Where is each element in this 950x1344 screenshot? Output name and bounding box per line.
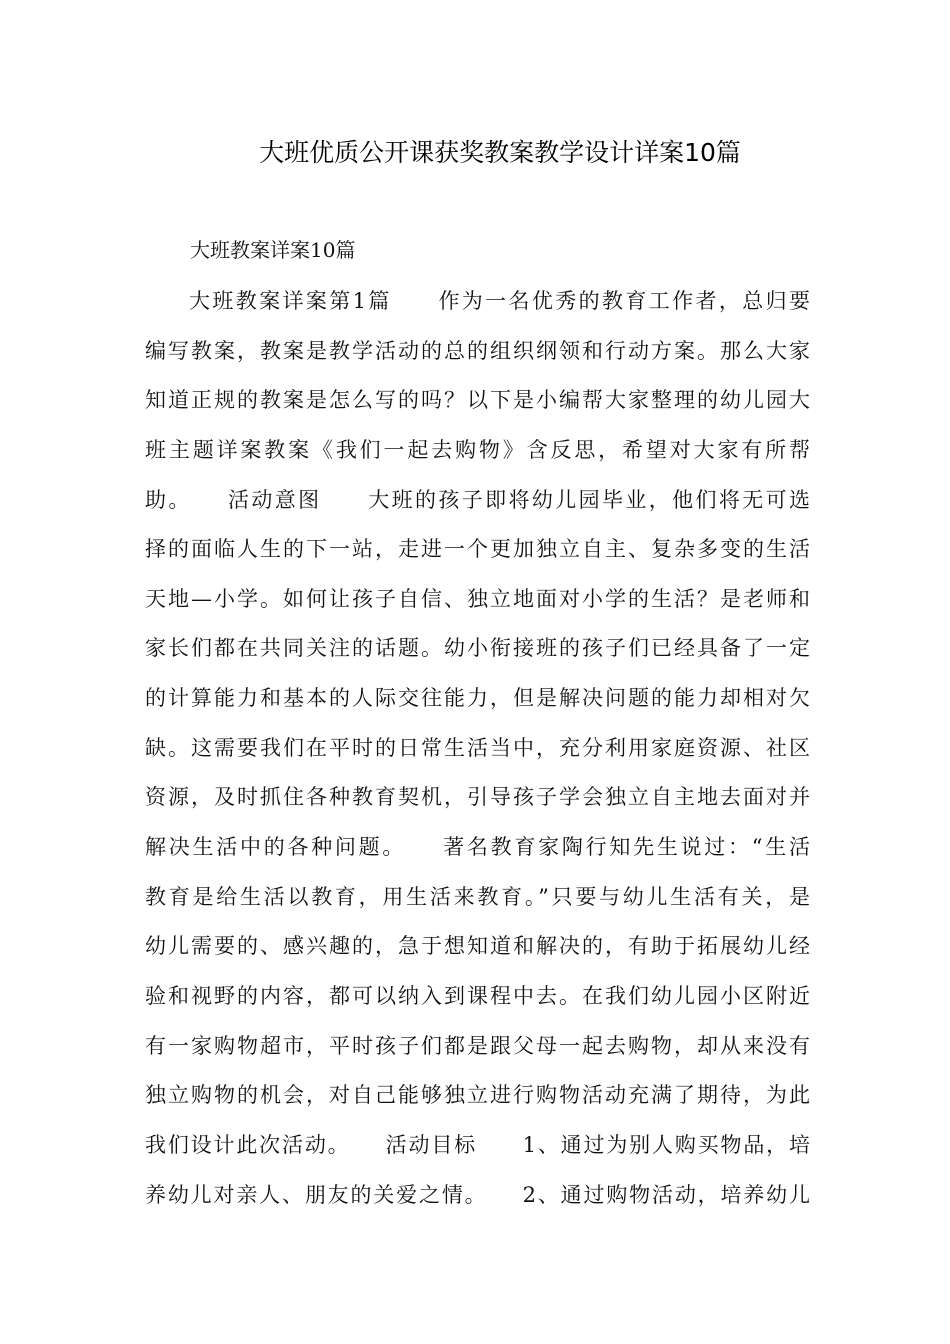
text-line: 养幼儿对亲人、朋友的关爱之情。 2、通过购物活动，培养幼儿: [145, 1182, 810, 1207]
text-line: 知道正规的教案是怎么写的吗？以下是小编帮大家整理的幼儿园大: [145, 388, 810, 413]
body-paragraph: [145, 281, 810, 1224]
text-line: 家长们都在共同关注的话题。幼小衔接班的孩子们已经具备了一定: [145, 636, 810, 661]
text-line: 择的面临人生的下一站，走进一个更加独立自主、复杂多变的生活: [145, 537, 810, 562]
text-line: 缺。这需要我们在平时的日常生活当中，充分利用家庭资源、社区: [145, 735, 810, 760]
text-line: 幼儿需要的、感兴趣的，急于想知道和解决的，有助于拓展幼儿经: [145, 934, 810, 959]
text-line: 天地—小学。如何让孩子自信、独立地面对小学的生活？是老师和: [145, 586, 810, 611]
text-line: 解决生活中的各种问题。 著名教育家陶行知先生说过：“生活: [145, 835, 810, 860]
text-line: 我们设计此次活动。 活动目标 1、通过为别人购买物品，培: [145, 1132, 810, 1157]
text-line: 助。 活动意图 大班的孩子即将幼儿园毕业，他们将无可选: [145, 487, 810, 512]
text-line: 班主题详案教案《我们一起去购物》含反思，希望对大家有所帮: [145, 437, 810, 462]
text-line: 独立购物的机会，对自己能够独立进行购物活动充满了期待，为此: [145, 1083, 810, 1108]
text-line: 验和视野的内容，都可以纳入到课程中去。在我们幼儿园小区附近: [145, 983, 810, 1008]
text-line: 的计算能力和基本的人际交往能力，但是解决问题的能力却相对欠: [145, 686, 810, 711]
document-subtitle: 大班教案详案10篇: [190, 238, 356, 262]
text-line: 教育是给生活以教育，用生活来教育。”只要与幼儿生活有关，是: [145, 884, 810, 909]
text-line: 资源，及时抓住各种教育契机，引导孩子学会独立自主地去面对并: [145, 785, 810, 810]
text-line: 编写教案，教案是教学活动的总的组织纲领和行动方案。那么大家: [145, 338, 810, 363]
document-title: 大班优质公开课获奖教案教学设计详案10篇: [259, 138, 741, 167]
text-line: 有一家购物超市，平时孩子们都是跟父母一起去购物，却从来没有: [145, 1033, 810, 1058]
text-line: 大班教案详案第1篇 作为一名优秀的教育工作者，总归要: [189, 289, 810, 313]
